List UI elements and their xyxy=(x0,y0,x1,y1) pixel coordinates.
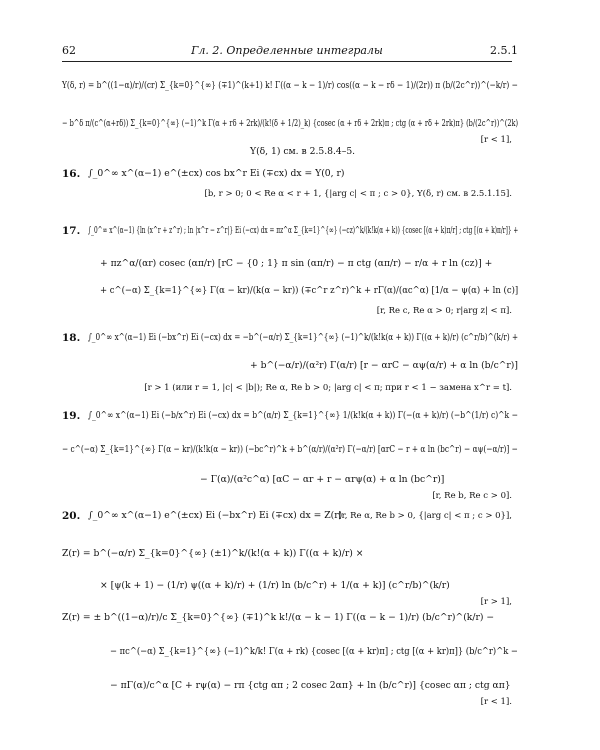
formula-note: Y(δ, 1) см. в 2.5.8.4–5. xyxy=(250,146,356,157)
formula-line: ∫_0^∞ x^(α−1) e^(±cx) Ei (−bx^r) Ei (∓cx) dx = Z(r) xyxy=(88,510,343,521)
formula-line: − πc^(−α) Σ_{k=1}^{∞} (−1)^k/k! Γ(α + rk) {cosec [(α + kr)π] ; ctg [(α + kr)π]} (b/c^r)^k − xyxy=(110,646,518,657)
formula-condition: [r < 1]. xyxy=(480,697,512,707)
formula-line: − Γ(α)/(α²c^α) [αC − αr + r − αrψ(α) + α ln (bc^r)] xyxy=(200,474,445,485)
formula-line: Z(r) = b^(−α/r) Σ_{k=0}^{∞} (±1)^k/(k!(α + k)) Γ((α + k)/r) × xyxy=(62,548,364,559)
header-rule xyxy=(62,61,512,62)
formula-number: 16. xyxy=(62,168,81,180)
formula-condition: [r < 1], xyxy=(480,135,512,145)
formula-condition: [r, Re b, Re c > 0]. xyxy=(432,491,512,501)
formula-line: Z(r) = ± b^((1−α)/r)/c Σ_{k=0}^{∞} (∓1)^k k!/(α − k − 1) Γ((α − k − 1)/r) (b/c^r)^(k/r) − xyxy=(62,612,495,623)
formula-number: 20. xyxy=(62,510,81,522)
formula-condition: [r, Re α, Re b > 0, {|arg c| < π ; c > 0}], xyxy=(338,511,512,521)
formula-line: Y(δ, r) = b^((1−α)/r)/(cr) Σ_{k=0}^{∞} (∓1)^(k+1) k! Γ((α − k − 1)/r) cos((α − k − rδ − 1)/(2r)) π (b/(2c^r))^(−k/r) − xyxy=(62,80,518,91)
formula-line: ∫_0^∞ x^(α−1) e^(±cx) cos bx^r Ei (∓cx) dx = Y(0, r) xyxy=(88,168,345,179)
formula-condition: [r > 1], xyxy=(480,597,512,607)
formula-condition: [b, r > 0; 0 < Re α < r + 1, {|arg c| < π ; c > 0}, Y(δ, r) см. в 2.5.1.15]. xyxy=(204,189,512,199)
formula-number: 18. xyxy=(62,332,81,344)
formula-line: ∫_0^∞ x^(α−1) Ei (−bx^r) Ei (−cx) dx = −b^(−α/r) Σ_{k=1}^{∞} (−1)^k/(k!k(α + k)) Γ((α + k)/r) (c^r/b)^(k/r) + xyxy=(88,332,519,343)
formula-number: 19. xyxy=(62,410,81,422)
page-number: 62 xyxy=(62,44,76,57)
formula-line: × [ψ(k + 1) − (1/r) ψ((α + k)/r) + (1/r) ln (b/c^r) + 1/(α + k)] (c^r/b)^(k/r) xyxy=(100,580,450,591)
running-header xyxy=(62,44,518,60)
formula-line: − πΓ(α)/c^α [C + rψ(α) − rπ {ctg απ ; 2 cosec 2απ} + ln (b/c^r)] {cosec απ ; ctg απ} xyxy=(110,680,511,691)
formula-line: − b^δ π/(c^(α+rδ)) Σ_{k=0}^{∞} (−1)^k Γ(α + rδ + 2rk)/(k!(δ + 1/2)_k) {cosec (α + rδ + 2rk)π ; ctg (α + rδ + 2rk)π} (b/(2c^r))^(2k) xyxy=(62,118,519,129)
formula-line: + c^(−α) Σ_{k=1}^{∞} Γ(α − kr)/(k(α − kr)) (∓c^r z^r)^k + rΓ(α)/(αc^α) [1/α − ψ(α) + ln (c)] xyxy=(100,285,519,296)
formula-line: + b^(−α/r)/(α²r) Γ(α/r) [r − αrC − αψ(α/r) + α ln (b/c^r)] xyxy=(250,360,518,371)
formula-line: + πz^α/(αr) cosec (απ/r) [rC − {0 ; 1} π sin (απ/r) − π ctg (απ/r) − r/α + r ln (cz)] + xyxy=(100,258,493,269)
formula-condition: [r > 1 (или r = 1, |c| < |b|); Re α, Re b > 0; |arg c| < π; при r < 1 − замена x^r = t]. xyxy=(144,383,512,393)
section-number: 2.5.1 xyxy=(490,44,518,57)
formula-line: ∫_0^∞ x^(α−1) {ln (x^r + z^r) ; ln |x^r − z^r|} Ei (−cx) dx = πz^α Σ_{k=1}^{∞} (−cz)^k/(k!k(α + k)) {cosec [(α + k)π/r] ; ctg [(α + k)π/r]} + xyxy=(88,225,519,236)
formula-condition: [r, Re c, Re α > 0; r|arg z| < π]. xyxy=(376,306,512,316)
formula-line: ∫_0^∞ x^(α−1) Ei (−b/x^r) Ei (−cx) dx = b^(α/r) Σ_{k=1}^{∞} 1/(k!k(α + k)) Γ(−(α + k)/r) (−b^(1/r) c)^k − xyxy=(88,410,518,421)
formula-number: 17. xyxy=(62,225,81,237)
formula-line: − c^(−α) Σ_{k=1}^{∞} Γ(α − kr)/(k!k(α − kr)) (−bc^r)^k + b^(α/r)/(α²r) Γ(−α/r) [αrC − r + α ln (bc^r) − αψ(−α/r)] − xyxy=(62,444,518,455)
chapter-title: Гл. 2. Определенные интегралы xyxy=(191,44,383,57)
